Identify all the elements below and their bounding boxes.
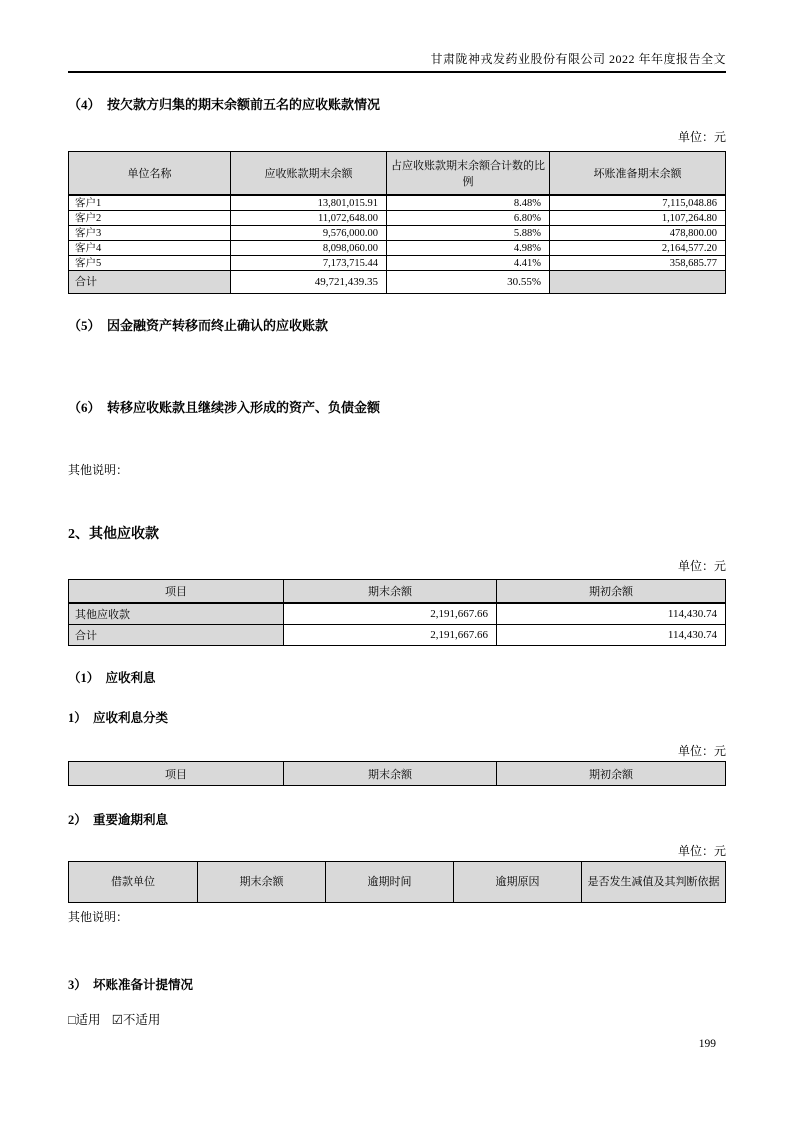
- cell-ratio: 4.98%: [387, 241, 550, 256]
- table-row: [69, 195, 726, 211]
- cell-ratio: 5.88%: [387, 226, 550, 241]
- overdue-interest-table: [68, 861, 726, 903]
- cell-beginning-balance: 114,430.74: [497, 603, 726, 625]
- col-header-beginning-balance: 期初余额: [497, 762, 726, 786]
- cell-bad-debt: 2,164,577.20: [550, 241, 726, 256]
- cell-bad-debt: 7,115,048.86: [550, 195, 726, 211]
- applicable-checkbox: □适用: [68, 1013, 101, 1027]
- cell-customer: 客户4: [69, 241, 231, 256]
- table-row: [69, 603, 726, 625]
- table-header-row: [69, 862, 726, 903]
- cell-total-ending-balance: 2,191,667.66: [284, 625, 497, 646]
- cell-item: 其他应收款: [69, 603, 284, 625]
- col-header-overdue-reason: 逾期原因: [454, 862, 582, 903]
- cell-total-ending-balance: 49,721,439.35: [231, 271, 387, 294]
- table-total-row: [69, 271, 726, 294]
- overdue-interest-subtitle: 2） 重要逾期利息: [68, 813, 169, 827]
- col-header-impairment-judgement: 是否发生减值及其判断依据: [582, 862, 726, 903]
- cell-ending-balance: 9,576,000.00: [231, 226, 387, 241]
- interest-classification-table: [68, 761, 726, 786]
- cell-ratio: 8.48%: [387, 195, 550, 211]
- cell-customer: 客户1: [69, 195, 231, 211]
- cell-total-label: 合计: [69, 625, 284, 646]
- interest-receivable-title: （1） 应收利息: [68, 671, 156, 685]
- cell-bad-debt: 1,107,264.80: [550, 211, 726, 226]
- cell-customer: 客户3: [69, 226, 231, 241]
- table-row: [69, 226, 726, 241]
- header-divider: [68, 71, 726, 73]
- other-receivables-table: [68, 579, 726, 646]
- table-row: [69, 256, 726, 271]
- cell-total-label: 合计: [69, 271, 231, 294]
- cell-total-beginning-balance: 114,430.74: [497, 625, 726, 646]
- not-applicable-checkbox: ☑不适用: [111, 1013, 161, 1027]
- unit-label-1: 单位：元: [677, 130, 726, 144]
- col-header-item: 项目: [69, 580, 284, 604]
- cell-ending-balance: 11,072,648.00: [231, 211, 387, 226]
- applicability-line: [68, 1010, 726, 1028]
- top5-receivables-table: [68, 151, 726, 294]
- col-header-unit-name: 单位名称: [69, 152, 231, 196]
- section-6-title: （6） 转移应收账款且继续涉入形成的资产、负债金额: [68, 400, 381, 415]
- col-header-item: 项目: [69, 762, 284, 786]
- table-total-row: [69, 625, 726, 646]
- bad-debt-provision-subtitle: 3） 坏账准备计提情况: [68, 978, 194, 992]
- cell-bad-debt: 478,800.00: [550, 226, 726, 241]
- col-header-ending-balance: 期末余额: [284, 580, 497, 604]
- cell-ratio: 4.41%: [387, 256, 550, 271]
- col-header-overdue-time: 逾期时间: [326, 862, 454, 903]
- other-receivables-title: 2、其他应收款: [68, 527, 159, 542]
- col-header-ending-balance: 期末余额: [284, 762, 497, 786]
- table-header-row: [69, 580, 726, 604]
- section-4-title: （4） 按欠款方归集的期末余额前五名的应收账款情况: [68, 97, 381, 112]
- document-header-title: 甘肃陇神戎发药业股份有限公司 2022 年年度报告全文: [430, 52, 726, 66]
- other-note-label-2: 其他说明：: [68, 910, 129, 924]
- cell-ratio: 6.80%: [387, 211, 550, 226]
- col-header-borrower: 借款单位: [69, 862, 198, 903]
- cell-total-ratio: 30.55%: [387, 271, 550, 294]
- col-header-ending-balance: 期末余额: [198, 862, 326, 903]
- cell-customer: 客户2: [69, 211, 231, 226]
- col-header-beginning-balance: 期初余额: [497, 580, 726, 604]
- unit-label-2: 单位：元: [677, 559, 726, 573]
- section-5-title: （5） 因金融资产转移而终止确认的应收账款: [68, 318, 329, 333]
- cell-ending-balance: 2,191,667.66: [284, 603, 497, 625]
- cell-customer: 客户5: [69, 256, 231, 271]
- other-note-label-1: 其他说明：: [68, 463, 129, 477]
- cell-ending-balance: 13,801,015.91: [231, 195, 387, 211]
- cell-ending-balance: 8,098,060.00: [231, 241, 387, 256]
- interest-class-subtitle: 1） 应收利息分类: [68, 711, 169, 725]
- cell-ending-balance: 7,173,715.44: [231, 256, 387, 271]
- unit-label-3: 单位：元: [677, 744, 726, 758]
- table-header-row: [69, 152, 726, 196]
- page-number: 199: [698, 1038, 716, 1050]
- table-row: [69, 241, 726, 256]
- col-header-ratio: 占应收账款期末余额合计数的比例: [387, 152, 550, 196]
- cell-bad-debt: 358,685.77: [550, 256, 726, 271]
- table-header-row: [69, 762, 726, 786]
- unit-label-4: 单位：元: [677, 844, 726, 858]
- cell-total-bad-debt-empty: [550, 271, 726, 294]
- col-header-bad-debt: 坏账准备期末余额: [550, 152, 726, 196]
- table-row: [69, 211, 726, 226]
- col-header-ending-balance: 应收账款期末余额: [231, 152, 387, 196]
